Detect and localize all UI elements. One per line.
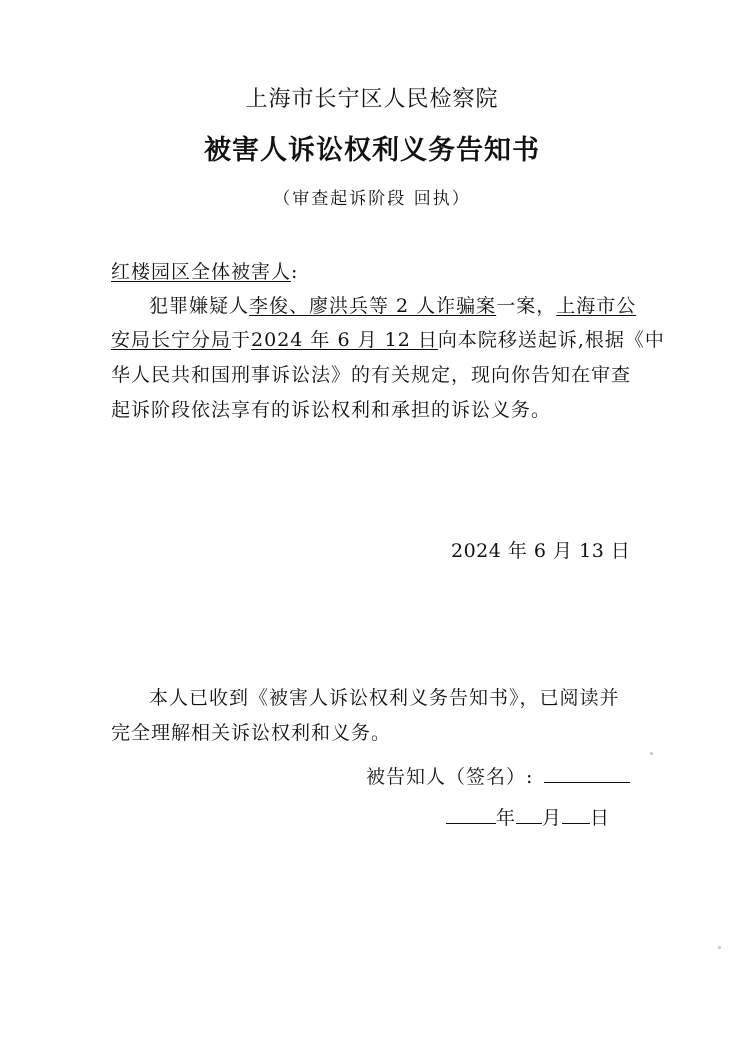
organization-name: 上海市长宁区人民检察院	[245, 87, 499, 112]
addressee-colon: :	[291, 261, 299, 283]
document-subtitle: （审查起诉阶段 回执）	[273, 189, 471, 209]
scan-speck	[718, 946, 721, 949]
case-name: 李俊、廖洪兵等 2 人诈骗案	[249, 295, 497, 317]
police-agency-part2: 安局长宁分局	[111, 329, 232, 351]
addressee: 红楼园区全体被害人	[111, 261, 292, 283]
notice-date: 2024 年 6 月 13 日	[451, 540, 631, 562]
notice-line-1	[149, 291, 636, 318]
receipt-line-1: 本人已收到《被害人诉讼权利义务告知书》，已阅读并	[149, 687, 620, 709]
year-label: 年	[496, 807, 517, 829]
signature-blank[interactable]	[544, 764, 630, 783]
month-blank[interactable]	[516, 805, 542, 824]
month-label: 月	[542, 807, 563, 829]
police-agency-part1: 上海市公	[556, 295, 637, 317]
receipt-line-2: 完全理解相关诉讼权利和义务。	[111, 722, 392, 744]
addressee-line	[111, 257, 298, 284]
date-blank-row	[446, 803, 610, 830]
signature-row	[366, 762, 630, 789]
notice-text: 一案，	[496, 295, 557, 317]
day-label: 日	[590, 807, 611, 829]
scan-speck	[650, 752, 653, 755]
year-blank[interactable]	[446, 805, 496, 824]
day-blank[interactable]	[562, 805, 590, 824]
notice-text: 向本院移送起诉,根据《中	[437, 329, 665, 351]
notice-line-3: 华人民共和国刑事诉讼法》的有关规定，现向你告知在审查	[111, 364, 632, 386]
notice-line-4: 起诉阶段依法享有的诉讼权利和承担的诉讼义务。	[111, 399, 552, 421]
transfer-date: 2024 年 6 月 12 日	[251, 329, 438, 351]
signature-label: 被告知人（签名）:	[366, 766, 534, 788]
document-title: 被害人诉讼权利义务告知书	[204, 135, 540, 166]
notice-line-2	[111, 325, 665, 352]
notice-text: 于	[231, 329, 252, 351]
notice-text: 犯罪嫌疑人	[149, 295, 250, 317]
